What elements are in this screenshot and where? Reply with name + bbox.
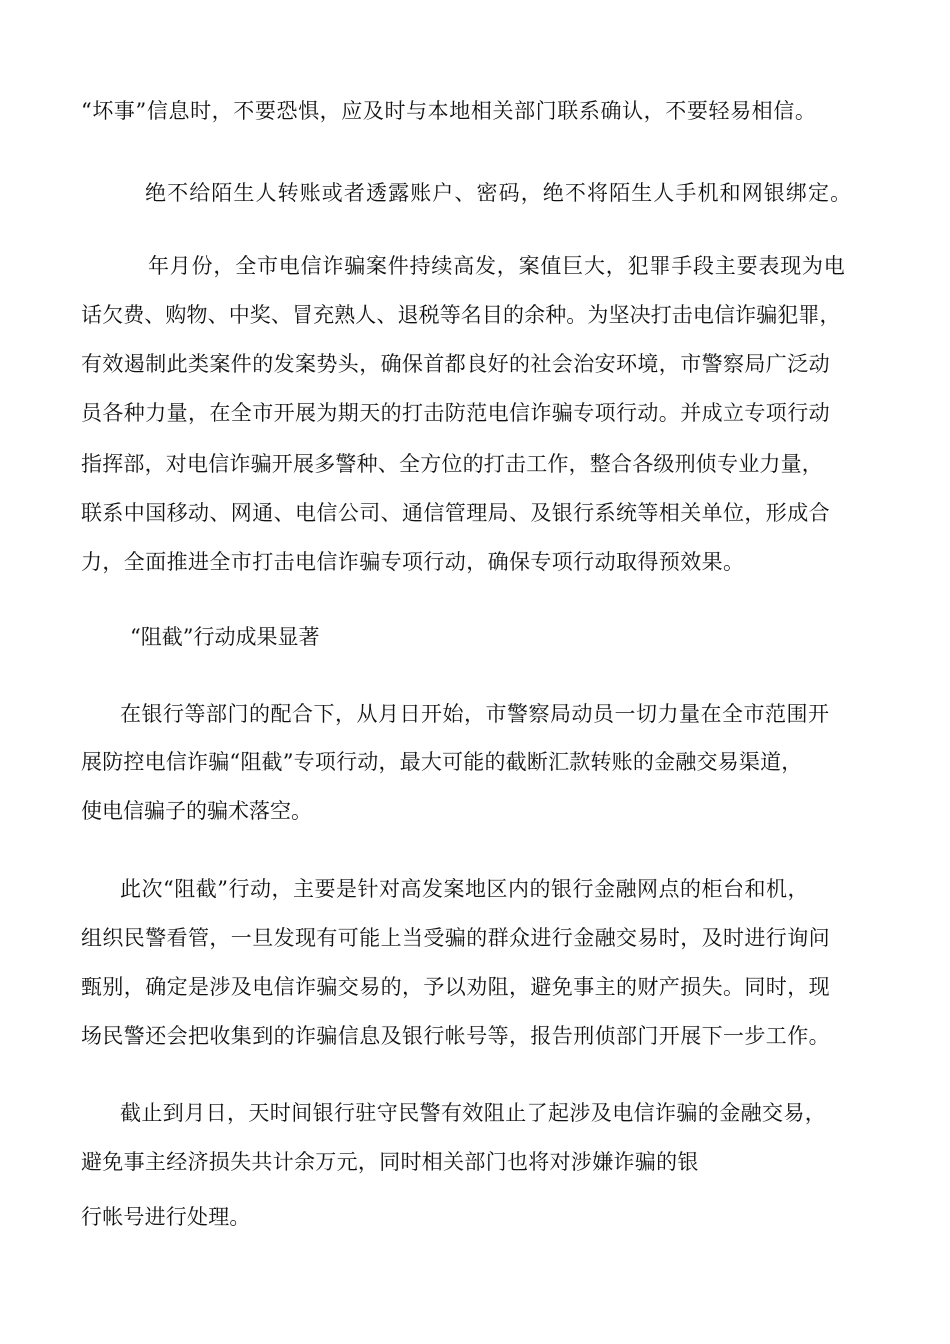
paragraph-line: “坏事”信息时，不要恐惧，应及时与本地相关部门联系确认，不要轻易相信。	[81, 99, 817, 123]
paragraph-line: 有效遏制此类案件的发案势头，确保首都良好的社会治安环境，市警察局广泛动	[81, 352, 830, 376]
paragraph-line: 甄别，确定是涉及电信诈骗交易的，予以劝阻，避免事主的财产损失。同时，现	[81, 975, 830, 999]
paragraph-line: 截止到月日，天时间银行驻守民警有效阻止了起涉及电信诈骗的金融交易，	[120, 1101, 827, 1125]
paragraph-line: 在银行等部门的配合下，从月日开始，市警察局动员一切力量在全市范围开	[120, 702, 830, 726]
paragraph-line: 展防控电信诈骗“阻截”专项行动，最大可能的截断汇款转账的金融交易渠道，	[81, 750, 803, 774]
paragraph-line: 使电信骗子的骗术落空。	[81, 799, 312, 823]
paragraph-line: 指挥部，对电信诈骗开展多警种、全方位的打击工作，整合各级刑侦专业力量，	[81, 452, 823, 476]
section-heading: “阻截”行动成果显著	[130, 625, 320, 649]
paragraph-line: 行帐号进行处理。	[81, 1205, 251, 1229]
paragraph-line: 避免事主经济损失共计余万元，同时相关部门也将对涉嫌诈骗的银	[81, 1150, 699, 1174]
paragraph-line: 联系中国移动、网通、电信公司、通信管理局、及银行系统等相关单位，形成合	[81, 501, 830, 525]
paragraph-line: 此次“阻截”行动，主要是针对高发案地区内的银行金融网点的柜台和机，	[120, 877, 809, 901]
paragraph-line: 话欠费、购物、中奖、冒充熟人、退税等名目的余种。为坚决打击电信诈骗犯罪，	[81, 303, 841, 327]
paragraph-line: 员各种力量，在全市开展为期天的打击防范电信诈骗专项行动。并成立专项行动	[81, 401, 830, 425]
paragraph-line: 力，全面推进全市打击电信诈骗专项行动，确保专项行动取得预效果。	[81, 550, 745, 574]
paragraph-line: 场民警还会把收集到的诈骗信息及银行帐号等，报告刑侦部门开展下一步工作。	[81, 1024, 830, 1048]
paragraph-line: 年月份，全市电信诈骗案件持续高发，案值巨大，犯罪手段主要表现为电	[148, 254, 846, 278]
paragraph-line: 绝不给陌生人转账或者透露账户、密码，绝不将陌生人手机和网银绑定。	[145, 181, 853, 205]
paragraph-line: 组织民警看管，一旦发现有可能上当受骗的群众进行金融交易时，及时进行询问	[81, 926, 830, 950]
